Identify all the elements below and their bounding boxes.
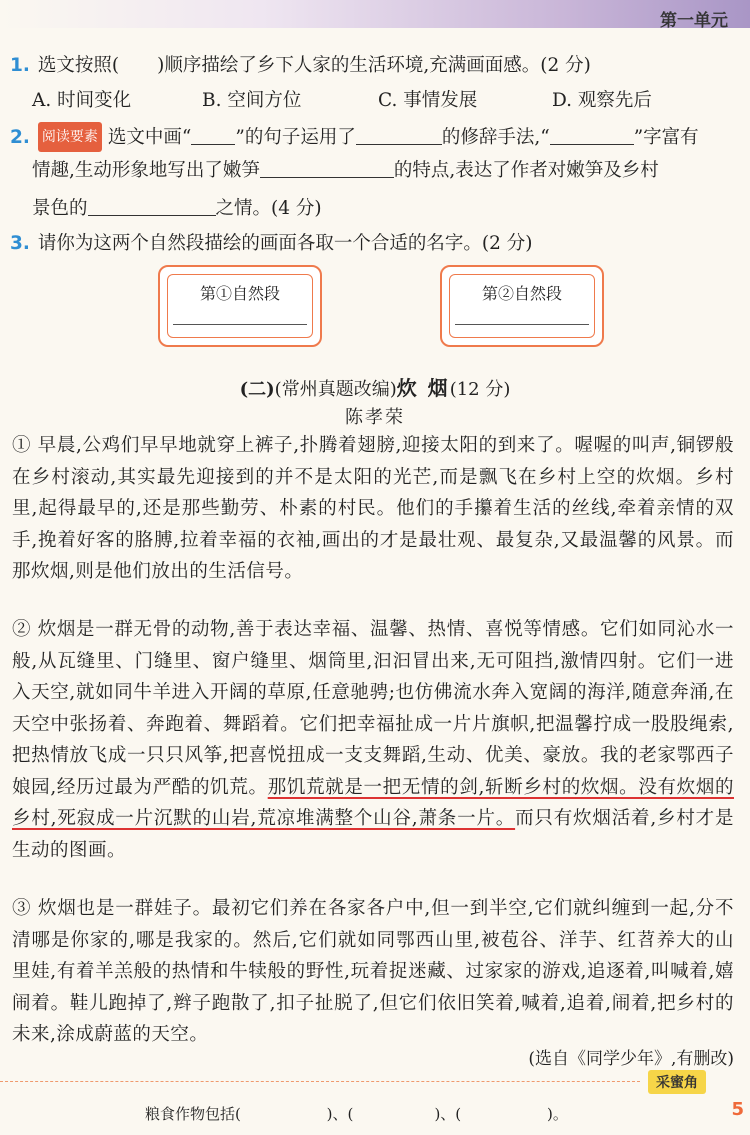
q2-line-3 [32,194,322,220]
paragraph-2-text: ② 炊烟是一群无骨的动物,善于表达幸福、温馨、热情、喜悦等情感。它们如同沁水一般,从瓦缝里、门缝里、窗户缝里、烟筒里,汩汩冒出来,无可阻挡,激情四射。它们一进入天空,就如同牛羊进入开阔的草原,任意驰骋;也仿佛流水奔入宽阔的海洋,随意奔涌,在天空中张扬着、奔跑着、舞蹈着。它们把幸福扯成一片片旗帜,把温馨拧成一股股绳索,把热情放飞成一只只风筝,把喜悦扭成一支支舞蹈,生动、优美、豪放。我的老家鄂西子娘园,经历过最为严酷的饥荒。 [12,619,734,798]
option-c[interactable]: C. 事情发展 [378,90,478,111]
paragraph-3: ③ 炊烟也是一群娃子。最初它们养在各家各户中,但一到半空,它们就纠缠到一起,分不清哪是你家的,哪是我家的。然后,它们就如同鄂西山里,被苞谷、洋芋、红苕养大的山里娃,有着羊羔般的热情和牛犊般的野性,玩着捉迷藏、过家家的游戏,追逐着,叫喊着,嬉闹着。鞋儿跑掉了,辫子跑散了,扣子扯脱了,但它们依旧笑着,喊着,追着,闹着,把乡村的未来,涂成蔚蓝的天空。 [12,898,734,1045]
source-tag: (常州真题改编) [274,379,397,400]
paragraph-1: ① 早晨,公鸡们早早地就穿上裤子,扑腾着翅膀,迎接太阳的到来了。喔喔的叫声,铜锣般在乡村滚动,其实最先迎接到的并不是太阳的光芒,而是飘飞在乡村上空的炊烟。乡村里,起得最早的,还是那些勤劳、朴素的村民。他们的手攥着生活的丝线,牵着亲情的双手,挽着好客的胳膊,拉着幸福的衣袖,画出的才是最壮观、最复杂,又最温馨的风景。而那炊烟,则是他们放出的生活信号。 [12,435,734,582]
box-label: 第①自然段 [199,284,280,303]
answer-blank[interactable] [191,126,235,145]
paragraph-1-name-box[interactable] [158,265,322,347]
author: 陈孝荣 [345,407,405,428]
answer-blank[interactable] [550,126,634,145]
box-label: 第②自然段 [481,284,562,303]
answer-blank[interactable] [260,159,394,178]
footer-divider [0,1081,640,1082]
question-2 [10,122,699,152]
paragraph-2-text: 而只有炊烟活着,乡村才是生动的图画。 [12,808,734,861]
paragraph-2 [12,614,734,866]
question-1 [10,52,591,80]
q2-text: 情趣,生动形象地写出了嫩笋 [32,160,260,181]
section-number: (二) [239,379,275,400]
question-text-b: )顺序描绘了乡下人家的生活环境,充满画面感。(2 分) [157,55,591,76]
option-a[interactable]: A. 时间变化 [32,90,132,111]
page-number: 5 [731,1099,744,1120]
q2-text: 的特点,表达了作者对嫩笋及乡村 [393,160,659,181]
question-number: 2. [10,127,30,148]
q3-text: 请你为这两个自然段描绘的画面各取一个合适的名字。(2 分) [37,233,533,254]
q2-line-2 [32,156,659,182]
answer-blank[interactable] [356,126,442,145]
option-d[interactable]: D. 观察先后 [552,90,652,111]
answer-line[interactable] [455,324,589,325]
paragraph-2-name-box[interactable] [440,265,604,347]
footer-note: 粮食作物包括( )、( )、( )。 [145,1105,568,1123]
q2-text: 选文中画“ [107,127,192,148]
option-b[interactable]: B. 空间方位 [202,90,302,111]
reading-element-tag: 阅读要素 [38,122,102,152]
answer-blank[interactable] [88,197,216,216]
question-text-a: 选文按照( [37,55,120,76]
question-number: 1. [10,55,30,76]
q2-text: 的修辞手法,“ [441,127,550,148]
question-number: 3. [10,233,30,254]
title-text: 炊 烟 [396,376,450,400]
header-bar [0,0,750,28]
q2-text: ”字富有 [633,127,699,148]
honey-corner-tag: 采蜜角 [648,1070,706,1094]
q2-text: 景色的 [32,198,88,219]
passage-title [0,372,750,401]
question-3 [10,230,533,258]
passage-source: (选自《同学少年》,有删改) [528,1049,734,1069]
q2-text: 之情。(4 分) [215,198,322,219]
score: (12 分) [449,379,511,400]
unit-label: 第一单元 [660,11,728,31]
underlined-sentence: 那饥荒就是一把无情的剑,斩断乡村的炊烟。没有炊烟的乡村,死寂成一片沉默的山岩,荒凉堆满整个山谷,萧条一片。 [12,776,734,829]
q2-text: ”的句子运用了 [235,127,356,148]
answer-line[interactable] [173,324,307,325]
